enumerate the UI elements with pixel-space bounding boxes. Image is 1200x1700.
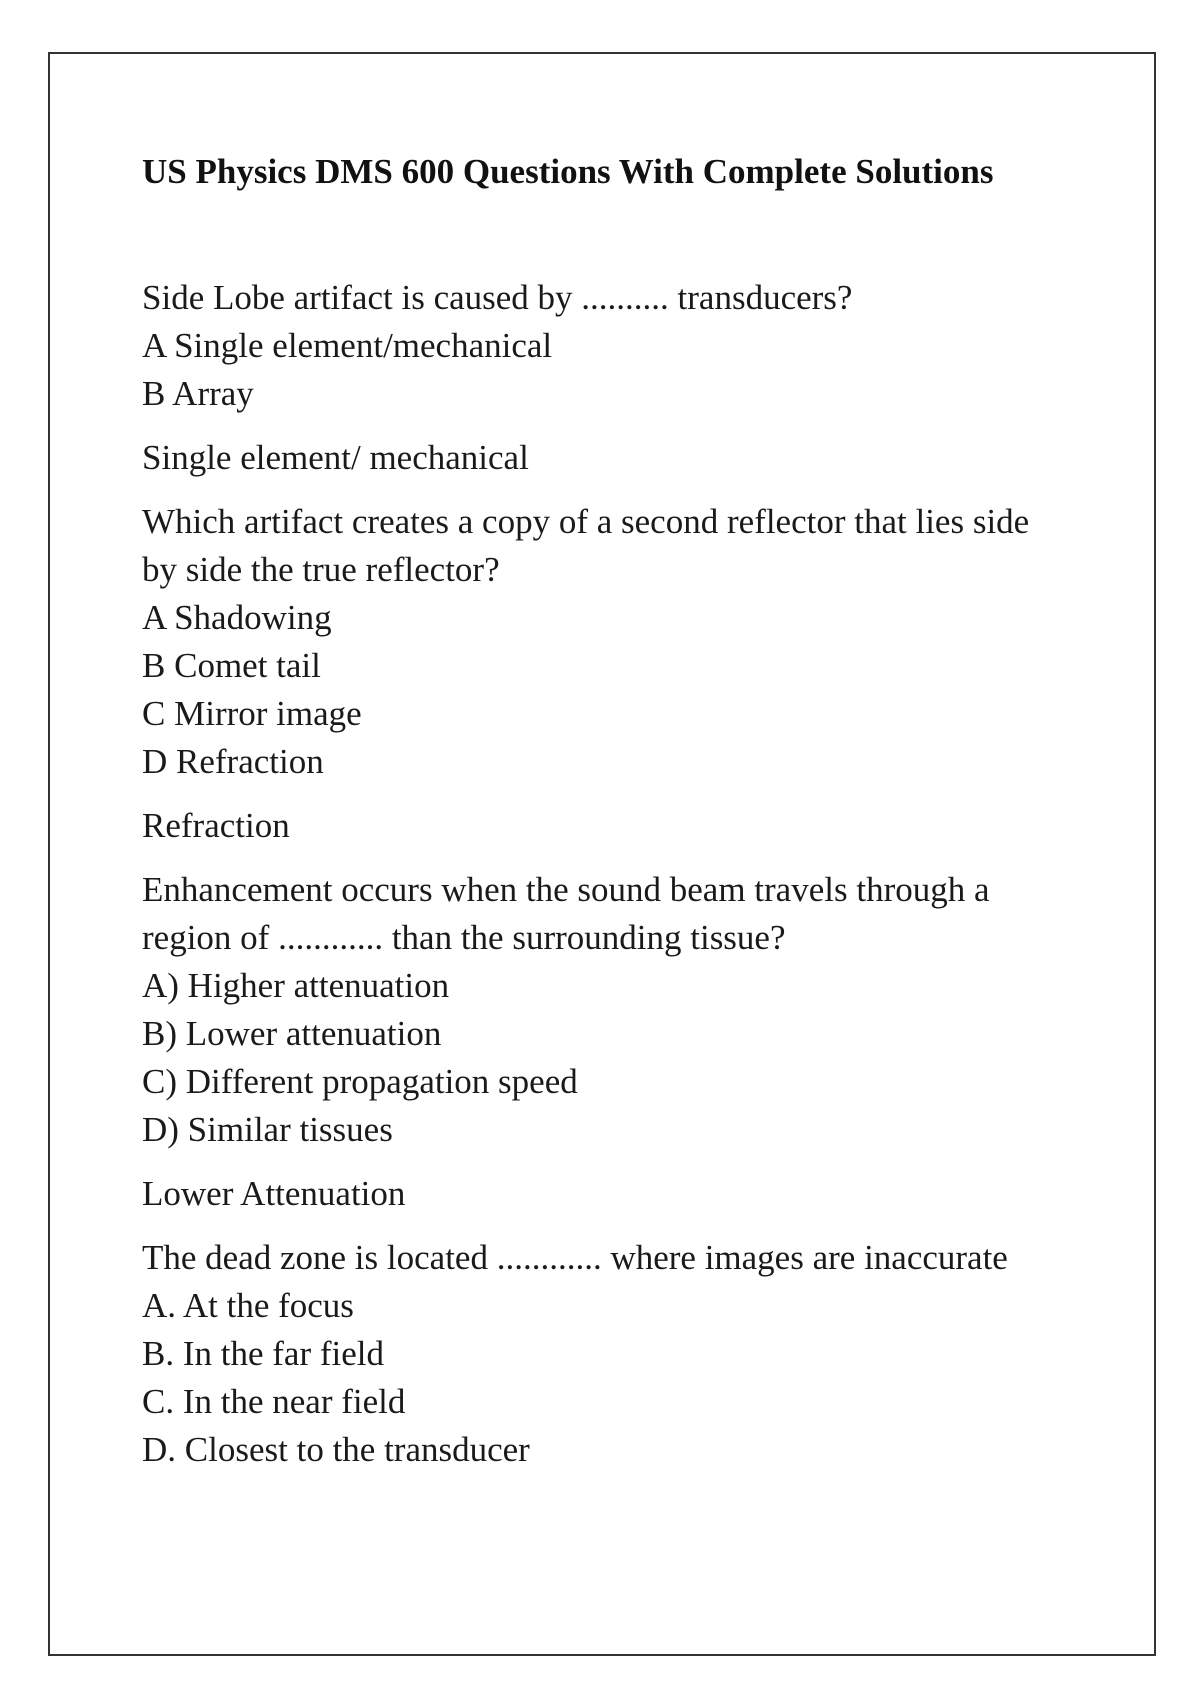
- qa-block-4: [142, 1234, 1062, 1474]
- document-body: [142, 150, 1062, 1474]
- option-list: [142, 1282, 1062, 1474]
- option-item: A Single element/mechanical: [142, 326, 553, 365]
- option-list: [142, 594, 1062, 786]
- question-text: Which artifact creates a copy of a second reflector that lies side by side the true reflector?: [142, 502, 1030, 589]
- document-title: US Physics DMS 600 Questions With Complete Solutions: [142, 152, 994, 191]
- answer-text: Refraction: [142, 806, 290, 845]
- qa-block-3: [142, 866, 1062, 1218]
- option-item: B Comet tail: [142, 646, 321, 685]
- option-list: [142, 322, 1062, 418]
- qa-block-1: [142, 274, 1062, 482]
- option-item: A) Higher attenuation: [142, 966, 450, 1005]
- option-item: D) Similar tissues: [142, 1110, 393, 1149]
- option-item: C Mirror image: [142, 694, 362, 733]
- option-item: B. In the far field: [142, 1334, 384, 1373]
- option-item: D. Closest to the transducer: [142, 1430, 530, 1469]
- option-item: A Shadowing: [142, 598, 332, 637]
- question-text: Enhancement occurs when the sound beam travels through a region of ............ than the surrounding tissue?: [142, 870, 990, 957]
- question-text: Side Lobe artifact is caused by .......... transducers?: [142, 278, 853, 317]
- question-text: The dead zone is located ............ where images are inaccurate: [142, 1238, 1008, 1277]
- option-item: A. At the focus: [142, 1286, 354, 1325]
- option-item: D Refraction: [142, 742, 324, 781]
- option-list: [142, 962, 1062, 1154]
- answer-text: Lower Attenuation: [142, 1174, 406, 1213]
- option-item: C. In the near field: [142, 1382, 406, 1421]
- qa-block-2: [142, 498, 1062, 850]
- option-item: C) Different propagation speed: [142, 1062, 578, 1101]
- answer-text: Single element/ mechanical: [142, 438, 529, 477]
- option-item: B Array: [142, 374, 254, 413]
- option-item: B) Lower attenuation: [142, 1014, 442, 1053]
